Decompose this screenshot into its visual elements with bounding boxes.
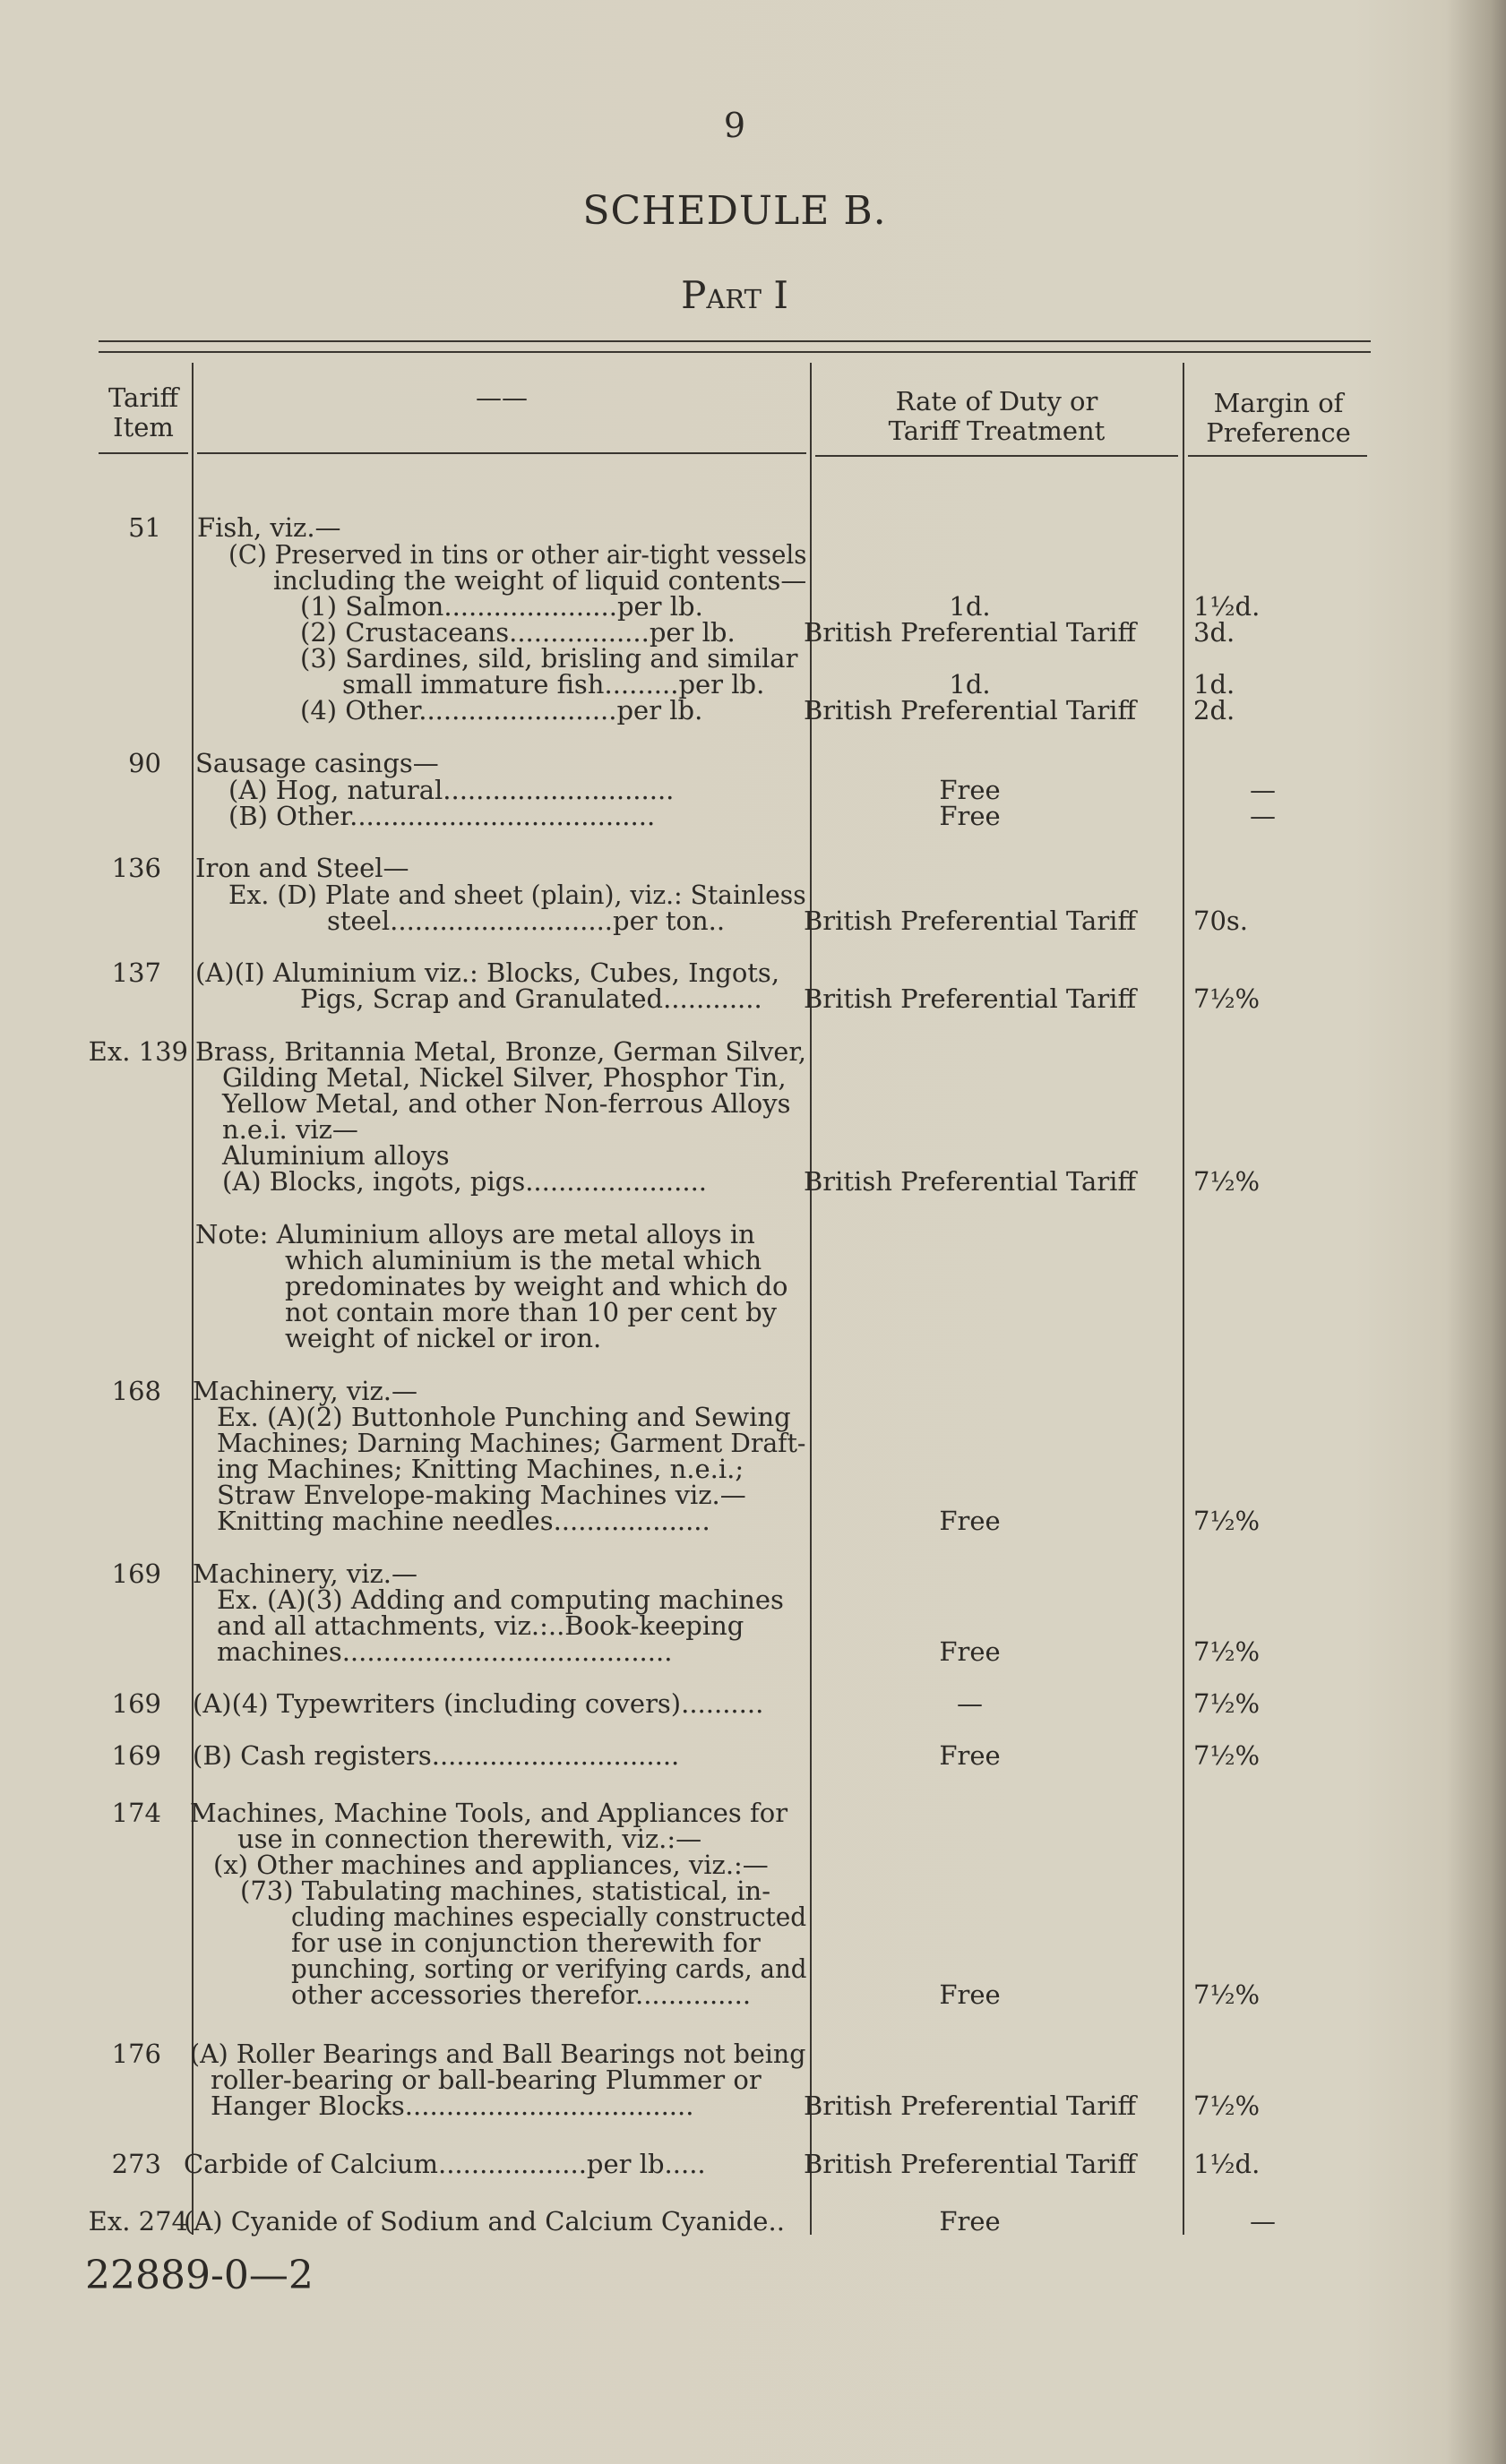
margin-of-preference: — xyxy=(1250,775,1276,805)
margin-of-preference: 7½% xyxy=(1193,1740,1261,1771)
rate-of-duty: British Preferential Tariff xyxy=(803,2091,1137,2121)
item-description: (A) Blocks, ingots, pigs...................... xyxy=(222,1166,708,1197)
top-rule xyxy=(99,351,1371,353)
item-description: punching, sorting or verifying cards, and xyxy=(291,1953,807,1984)
tariff-item-number: 174 xyxy=(111,1798,161,1828)
item-description: (73) Tabulating machines, statistical, in- xyxy=(240,1876,771,1906)
item-description: Machines, Machine Tools, and Appliances for xyxy=(190,1798,788,1828)
margin-of-preference: 7½% xyxy=(1193,2091,1261,2121)
item-description: Pigs, Scrap and Granulated............ xyxy=(300,983,762,1014)
item-description: (B) Cash registers.............................. xyxy=(193,1740,680,1771)
item-description: Yellow Metal, and other Non-ferrous Alloys xyxy=(222,1088,791,1119)
tariff-item-number: 168 xyxy=(111,1376,161,1406)
schedule-title: SCHEDULE B. xyxy=(582,188,887,234)
tariff-item-number: 169 xyxy=(111,1688,161,1719)
item-description: Iron and Steel— xyxy=(195,853,409,883)
item-description: weight of nickel or iron. xyxy=(285,1323,602,1353)
item-description: predominates by weight and which do xyxy=(285,1271,788,1301)
item-description: Sausage casings— xyxy=(195,748,439,778)
margin-of-preference: 1½d. xyxy=(1193,2149,1261,2179)
item-description: (A) Hog, natural............................ xyxy=(228,775,675,805)
rate-of-duty: 1d. xyxy=(949,591,991,622)
rate-of-duty: Free xyxy=(939,775,1001,805)
header-underline xyxy=(1188,455,1367,457)
header-margin: Margin of Preference xyxy=(1206,388,1351,448)
margin-of-preference: 1½d. xyxy=(1193,591,1261,622)
item-description: (A) Cyanide of Sodium and Calcium Cyanide.. xyxy=(184,2206,785,2236)
item-description: and all attachments, viz.:..Book-keeping xyxy=(217,1610,744,1641)
top-rule xyxy=(99,340,1371,342)
rate-of-duty: British Preferential Tariff xyxy=(803,2149,1137,2179)
item-description: (C) Preserved in tins or other air-tight vessels xyxy=(228,539,807,570)
item-description: use in connection therewith, viz.:— xyxy=(237,1824,702,1854)
column-divider xyxy=(192,363,194,2235)
rate-of-duty: Free xyxy=(939,2206,1001,2236)
footer-code: 22889-0—2 xyxy=(85,2253,314,2298)
tariff-item-number: Ex. 274 xyxy=(88,2206,188,2236)
tariff-item-number: 176 xyxy=(111,2039,161,2069)
item-description: (3) Sardines, sild, brisling and similar xyxy=(300,643,798,674)
item-description: Knitting machine needles................... xyxy=(217,1506,710,1536)
item-description: for use in conjunction therewith for xyxy=(291,1927,761,1958)
margin-of-preference: 7½% xyxy=(1193,1688,1261,1719)
item-description: (2) Crustaceans.................per lb. xyxy=(300,617,736,648)
item-description: which aluminium is the metal which xyxy=(285,1245,762,1275)
header-underline xyxy=(815,455,1178,457)
item-description: Brass, Britannia Metal, Bronze, German Silver, xyxy=(195,1036,806,1067)
rate-of-duty: British Preferential Tariff xyxy=(803,1166,1137,1197)
margin-of-preference: — xyxy=(1250,2206,1276,2236)
item-description: n.e.i. viz— xyxy=(222,1114,358,1145)
rate-of-duty: British Preferential Tariff xyxy=(803,617,1137,648)
margin-of-preference: 1d. xyxy=(1193,669,1235,700)
margin-of-preference: 7½% xyxy=(1193,1166,1261,1197)
tariff-item-number: 137 xyxy=(111,957,161,988)
item-description: (1) Salmon.....................per lb. xyxy=(300,591,703,622)
header-description: —— xyxy=(476,382,528,413)
item-description: (A)(4) Typewriters (including covers).......... xyxy=(193,1688,764,1719)
rate-of-duty: British Preferential Tariff xyxy=(803,695,1137,725)
margin-of-preference: 7½% xyxy=(1193,983,1261,1014)
item-description: (B) Other..................................... xyxy=(228,801,656,831)
margin-of-preference: 7½% xyxy=(1193,1506,1261,1536)
item-description: Carbide of Calcium..................per lb..... xyxy=(184,2149,706,2179)
item-description: Straw Envelope-making Machines viz.— xyxy=(217,1480,746,1510)
rate-of-duty: British Preferential Tariff xyxy=(803,906,1137,936)
header-rate: Rate of Duty or Tariff Treatment xyxy=(888,386,1106,446)
item-description: (4) Other........................per lb. xyxy=(300,695,703,725)
column-divider xyxy=(1183,363,1184,2235)
item-description: (A)(I) Aluminium viz.: Blocks, Cubes, Ingots, xyxy=(195,957,780,988)
item-description: including the weight of liquid contents— xyxy=(273,565,807,596)
tariff-item-number: 169 xyxy=(111,1740,161,1771)
rate-of-duty: Free xyxy=(939,1636,1001,1667)
item-description: machines........................................ xyxy=(217,1636,673,1667)
item-description: not contain more than 10 per cent by xyxy=(285,1297,778,1327)
item-description: (A) Roller Bearings and Ball Bearings not being xyxy=(190,2039,806,2069)
tariff-item-number: 169 xyxy=(111,1558,161,1589)
rate-of-duty: — xyxy=(957,1688,983,1719)
margin-of-preference: 2d. xyxy=(1193,695,1235,725)
page-number: 9 xyxy=(723,106,746,145)
rate-of-duty: Free xyxy=(939,801,1001,831)
tariff-item-number: 273 xyxy=(111,2149,161,2179)
rate-of-duty: Free xyxy=(939,1506,1001,1536)
tariff-item-number: 136 xyxy=(111,853,161,883)
item-description: Note: Aluminium alloys are metal alloys in xyxy=(195,1219,755,1249)
margin-of-preference: 7½% xyxy=(1193,1636,1261,1667)
tariff-item-number: 90 xyxy=(128,748,161,778)
margin-of-preference: 70s. xyxy=(1193,906,1249,936)
item-description: (x) Other machines and appliances, viz.:— xyxy=(213,1850,769,1880)
item-description: other accessories therefor.............. xyxy=(291,1979,752,2010)
item-description: Ex. (D) Plate and sheet (plain), viz.: Stainless xyxy=(228,880,806,910)
item-description: Machines; Darning Machines; Garment Draft- xyxy=(217,1428,806,1458)
rate-of-duty: Free xyxy=(939,1740,1001,1771)
header-underline xyxy=(99,452,188,454)
header-tariff-item: Tariff Item xyxy=(108,382,179,442)
tariff-item-number: Ex. 139 xyxy=(88,1036,188,1067)
item-description: Machinery, viz.— xyxy=(193,1376,418,1406)
item-description: Ex. (A)(3) Adding and computing machines xyxy=(217,1584,784,1615)
item-description: Machinery, viz.— xyxy=(193,1558,418,1589)
tariff-item-number: 51 xyxy=(128,512,161,543)
item-description: cluding machines especially constructed xyxy=(291,1902,807,1932)
rate-of-duty: British Preferential Tariff xyxy=(803,983,1137,1014)
margin-of-preference: 7½% xyxy=(1193,1979,1261,2010)
rate-of-duty: Free xyxy=(939,1979,1001,2010)
item-description: Aluminium alloys xyxy=(222,1140,450,1171)
margin-of-preference: 3d. xyxy=(1193,617,1235,648)
item-description: small immature fish.........per lb. xyxy=(342,669,765,700)
item-description: Hanger Blocks................................... xyxy=(211,2091,694,2121)
item-description: roller-bearing or ball-bearing Plummer or xyxy=(211,2065,762,2095)
item-description: Ex. (A)(2) Buttonhole Punching and Sewing xyxy=(217,1402,791,1432)
part-title: Part I xyxy=(681,273,788,317)
item-description: Fish, viz.— xyxy=(197,512,341,543)
item-description: steel...........................per ton.. xyxy=(327,906,726,936)
rate-of-duty: 1d. xyxy=(949,669,991,700)
item-description: ing Machines; Knitting Machines, n.e.i.; xyxy=(217,1454,744,1484)
item-description: Gilding Metal, Nickel Silver, Phosphor Tin, xyxy=(222,1062,787,1093)
margin-of-preference: — xyxy=(1250,801,1276,831)
header-underline xyxy=(197,452,806,454)
